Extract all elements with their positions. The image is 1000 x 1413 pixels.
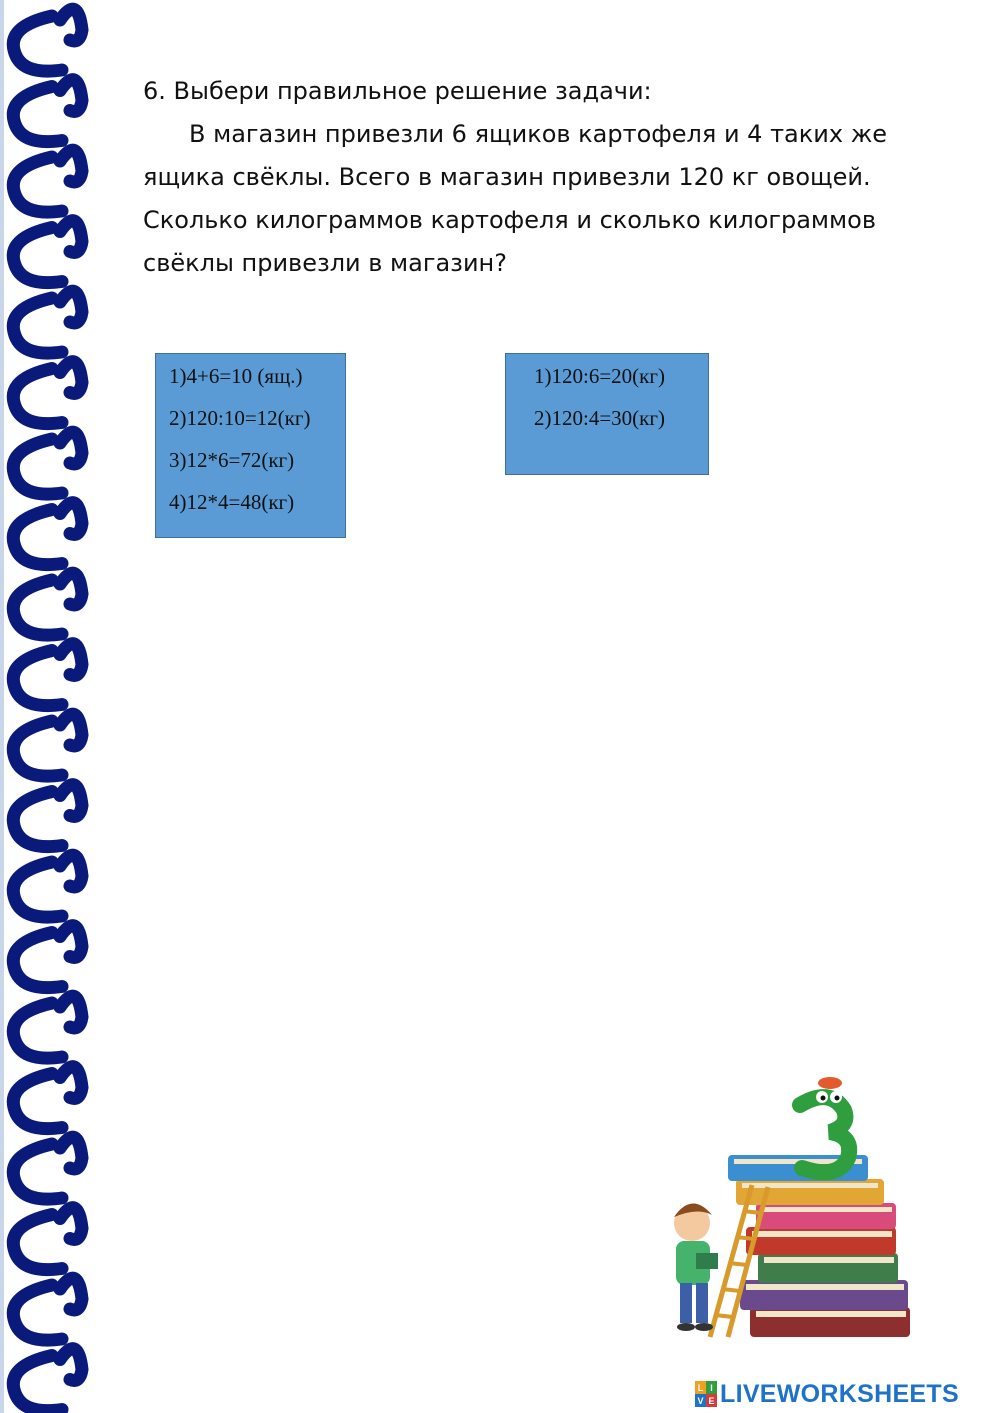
task-heading: 6. Выбери правильное решение задачи: [143, 77, 652, 105]
task-text [143, 70, 943, 285]
spiral-ring [13, 855, 82, 917]
spiral-ring [13, 785, 82, 847]
spiral-ring [13, 150, 82, 212]
spiral-ring [13, 926, 82, 988]
task-line: Сколько килограммов картофеля и сколько килограммов [143, 206, 876, 234]
spiral-ring [13, 714, 82, 776]
solution-step: 3)12*6=72(кг) [169, 448, 295, 472]
task-line: В магазин привезли 6 ящиков картофеля и 4 таких же [189, 120, 888, 148]
notebook-spiral-binding [0, 0, 100, 1413]
task-line: свёклы привезли в магазин? [143, 249, 507, 277]
liveworksheets-watermark [695, 1377, 959, 1411]
solution-step: 1)120:6=20(кг) [534, 364, 665, 388]
spiral-ring [13, 362, 82, 424]
spiral-ring [13, 1208, 82, 1270]
liveworksheets-logo-icon: L I V E [695, 1381, 717, 1407]
spiral-ring [13, 432, 82, 494]
solution-step: 1)4+6=10 (ящ.) [169, 364, 303, 388]
spiral-ring [13, 1137, 82, 1199]
answer-option-1[interactable] [155, 353, 346, 538]
spiral-ring [13, 644, 82, 706]
answer-option-2[interactable] [505, 353, 709, 475]
boy-with-ladder-and-books-illustration [660, 1075, 920, 1345]
spiral-ring [13, 996, 82, 1058]
spiral-ring [13, 1349, 82, 1411]
spiral-ring [13, 291, 82, 353]
solution-step: 4)12*4=48(кг) [169, 490, 295, 514]
solution-step: 2)120:10=12(кг) [169, 406, 311, 430]
spiral-ring [13, 221, 82, 283]
spiral-ring [13, 1278, 82, 1340]
solution-step: 2)120:4=30(кг) [534, 406, 665, 430]
spiral-ring [13, 80, 82, 142]
task-line: ящика свёклы. Всего в магазин привезли 120 кг овощей. [143, 163, 871, 191]
brand-name: LIVEWORKSHEETS [720, 1379, 959, 1408]
spiral-ring [13, 9, 82, 71]
spiral-ring [13, 573, 82, 635]
spiral-ring [13, 503, 82, 565]
spiral-ring [13, 1067, 82, 1129]
